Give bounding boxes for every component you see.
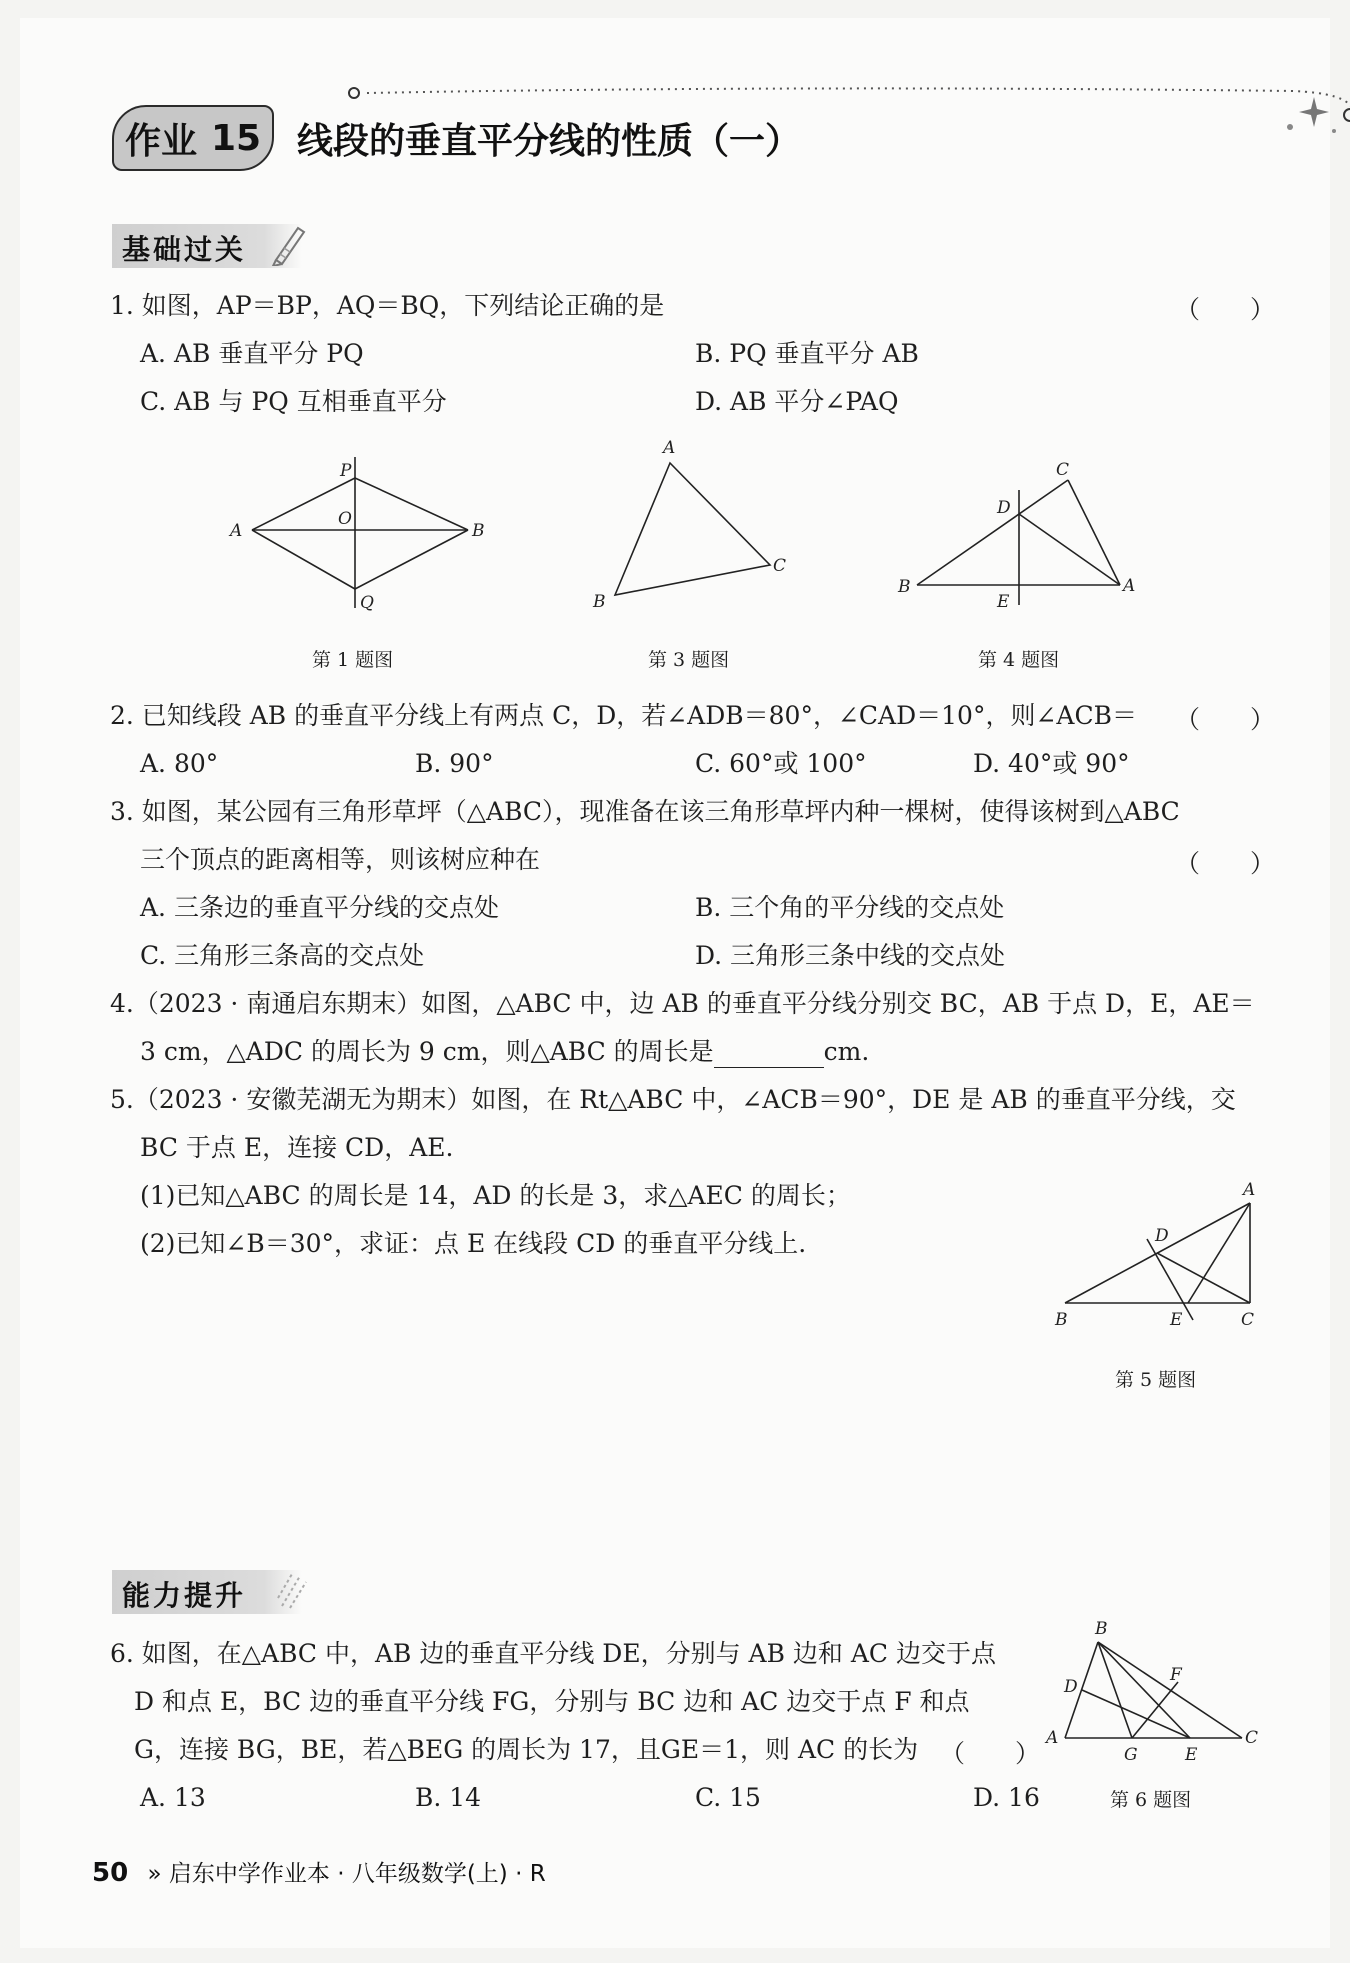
q3-stem-line1: 3. 如图，某公园有三角形草坪（△ABC），现准备在该三角形草坪内种一棵树，使得该树到△ABC [110,797,1180,826]
q3-option-a: A. 三条边的垂直平分线的交点处 [140,893,499,922]
q2-option-a: A. 80° [140,749,219,778]
fig6-label-d: D [1064,1677,1078,1697]
fig6-label-a: A [1046,1728,1059,1748]
q4-line2-text: 3 cm，△ADC 的周长为 9 cm，则△ABC 的周长是 [140,1037,714,1066]
fig1-label-a: A [230,521,243,541]
q1-option-a: A. AB 垂直平分 PQ [140,339,364,368]
fig4-label-c: C [1056,460,1070,480]
fig5-label-e: E [1170,1310,1183,1330]
fig6-label-g: G [1124,1745,1138,1765]
fig1-caption: 第 1 题图 [312,649,394,671]
figure-1 [220,452,490,622]
q6-answer-paren: （ ） [940,1739,1041,1768]
fig6-label-c: C [1245,1728,1259,1748]
q3-stem-line2: 三个顶点的距离相等，则该树应种在 [140,845,541,874]
q4-line2 [140,1036,869,1068]
q6-line1: 6. 如图，在△ABC 中，AB 边的垂直平分线 DE，分别与 AB 边和 AC 边交于点 [110,1639,997,1668]
q6-line2: D 和点 E，BC 边的垂直平分线 FG，分别与 BC 边和 AC 边交于点 F 和点 [134,1687,970,1716]
fig4-label-a: A [1123,576,1136,596]
fig3-label-c: C [773,556,787,576]
footer-arrows: » [147,1861,162,1887]
fig6-label-b: B [1095,1620,1108,1639]
figure-6 [1040,1620,1265,1770]
page-number: 50 [92,1858,129,1888]
fig1-label-o: O [338,509,352,529]
q3-option-c: C. 三角形三条高的交点处 [140,941,425,970]
fig1-label-p: P [340,461,352,481]
q2-stem: 2. 已知线段 AB 的垂直平分线上有两点 C，D，若∠ADB＝80°，∠CAD＝10°，则∠ACB＝ [110,701,1137,730]
q3-option-b: B. 三个角的平分线的交点处 [695,893,1005,922]
figure-4 [893,455,1143,620]
assignment-header [112,105,1262,171]
badge-label: 作业 [124,120,197,162]
q6-option-a: A. 13 [140,1783,206,1812]
q6-option-c: C. 15 [695,1783,761,1812]
q6-option-d: D. 16 [973,1783,1040,1812]
figure-3 [585,435,800,615]
q1-stem: 1. 如图，AP＝BP，AQ＝BQ，下列结论正确的是 [110,291,665,320]
fig6-label-e: E [1185,1745,1198,1765]
badge-number: 15 [210,117,262,159]
fig6-label-f: F [1170,1665,1182,1685]
q1-option-d: D. AB 平分∠PAQ [695,387,899,416]
q1-option-b: B. PQ 垂直平分 AB [695,339,919,368]
fig3-label-b: B [593,592,606,612]
q3-option-d: D. 三角形三条中线的交点处 [695,941,1006,970]
q5-line2: BC 于点 E，连接 CD，AE. [140,1133,454,1162]
fig3-caption: 第 3 题图 [648,649,730,671]
fig5-label-d: D [1155,1226,1169,1246]
fig6-caption: 第 6 题图 [1110,1789,1192,1811]
figure-5 [1045,1175,1260,1335]
fig4-label-e: E [997,592,1010,612]
fig4-caption: 第 4 题图 [978,649,1060,671]
page-title: 线段的垂直平分线的性质（一） [297,121,802,162]
fig5-caption: 第 5 题图 [1115,1369,1197,1391]
assignment-badge [112,105,274,171]
q2-option-c: C. 60°或 100° [695,749,867,778]
q2-option-b: B. 90° [415,749,494,778]
sparkle-icon [272,1568,312,1612]
q1-answer-paren: （ ） [1175,295,1276,324]
pencil-icon [268,222,308,266]
q4-unit: cm. [823,1037,870,1066]
q6-option-b: B. 14 [415,1783,482,1812]
fig4-label-d: D [997,498,1011,518]
q5-sub1: (1)已知△ABC 的周长是 14，AD 的长是 3，求△AEC 的周长； [140,1181,851,1210]
section-basic-label: 基础过关 [122,233,247,266]
q4-line1: 4.（2023 · 南通启东期末）如图，△ABC 中，边 AB 的垂直平分线分别交 BC，AB 于点 D，E，AE＝ [110,989,1255,1018]
q4-answer-blank[interactable] [714,1043,824,1068]
q5-sub2: (2)已知∠B＝30°，求证：点 E 在线段 CD 的垂直平分线上. [140,1229,807,1258]
section-advanced-label: 能力提升 [122,1579,247,1612]
fig5-label-a: A [1243,1180,1256,1200]
q3-answer-paren: （ ） [1175,849,1276,878]
q2-answer-paren: （ ） [1175,705,1276,734]
fig3-label-a: A [663,438,676,458]
fig1-label-b: B [472,521,485,541]
fig5-label-c: C [1241,1310,1255,1330]
q5-line1: 5.（2023 · 安徽芜湖无为期末）如图，在 Rt△ABC 中，∠ACB＝90°，DE 是 AB 的垂直平分线，交 [110,1085,1236,1114]
q1-option-c: C. AB 与 PQ 互相垂直平分 [140,387,447,416]
footer-book-title: 启东中学作业本 · 八年级数学(上) · R [168,1861,546,1887]
q2-option-d: D. 40°或 90° [973,749,1130,778]
page-footer [92,1855,546,1888]
fig4-label-b: B [898,577,911,597]
q6-line3: G，连接 BG，BE，若△BEG 的周长为 17，且GE＝1，则 AC 的长为 [134,1735,919,1764]
fig1-label-q: Q [360,593,374,613]
fig5-label-b: B [1055,1310,1068,1330]
